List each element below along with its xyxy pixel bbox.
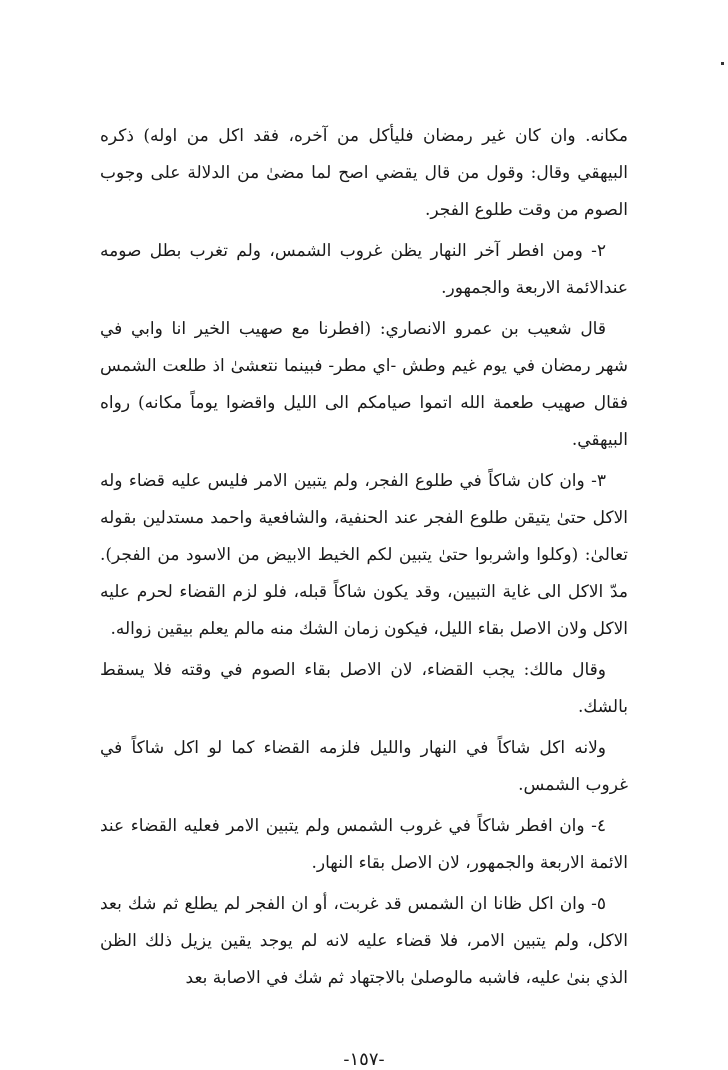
paragraph-7: ٤- وان افطر شاكاً في غروب الشمس ولم يتبين الامر فعليه القضاء عند الائمة الاربعة والجمهور، لان الاصل بقاء النهار. — [100, 816, 628, 873]
page-number: -١٥٧- — [343, 1049, 385, 1070]
paragraph-4: ٣- وان كان شاكاً في طلوع الفجر، ولم يتبين الامر فليس عليه قضاء وله الاكل حتىٰ يتيقن طلوع الفجر عند الحنفية، والشافعية واحمد مستدلين بقوله تعالىٰ: (وكلوا واشربوا حتىٰ يتبين لكم الخيط الابيض من الاسود من الفجر). مدّ الاكل الى غاية التبيين، وقد يكون شاكاً قبله، فلو لزم القضاء لحرم عليه الاكل ولان الاصل بقاء الليل، فيكون زمان الشك منه مالم يعلم بيقين زواله. — [100, 471, 628, 639]
page-body — [100, 118, 628, 1001]
paragraph-2: ٢- ومن افطر آخر النهار يظن غروب الشمس، ولم تغرب بطل صومه عندالائمة الاربعة والجمهور. — [100, 241, 628, 298]
paragraph-1: مكانه. وان كان غير رمضان فليأكل من آخره، فقد اكل من اوله) ذكره البيهقي وقال: وقول من قال يقضي اصح لما مضىٰ من الدلالة على وجوب الصوم من وقت طلوع الفجر. — [100, 126, 628, 220]
page-edge-mark — [721, 62, 724, 65]
paragraph-5: وقال مالك: يجب القضاء، لان الاصل بقاء الصوم في وقته فلا يسقط بالشك. — [100, 660, 628, 717]
paragraph-8: ٥- وان اكل ظانا ان الشمس قد غربت، أو ان الفجر لم يطلع ثم شك بعد الاكل، ولم يتبين الامر، فلا قضاء عليه لانه لم يوجد يقين يزيل ذلك الظن الذي بنىٰ عليه، فاشبه مالوصلىٰ بالاجتهاد ثم شك في الاصابة بعد — [100, 894, 628, 988]
paragraph-6: ولانه اكل شاكاً في النهار والليل فلزمه القضاء كما لو اكل شاكاً في غروب الشمس. — [100, 738, 628, 795]
paragraph-3: قال شعيب بن عمرو الانصاري: (افطرنا مع صهيب الخير انا وابي في شهر رمضان في يوم غيم وطش -اي مطر- فبينما نتعشىٰ اذ طلعت الشمس فقال صهيب طعمة الله اتموا صيامكم الى الليل واقضوا يوماً مكانه) رواه البيهقي. — [100, 319, 628, 450]
